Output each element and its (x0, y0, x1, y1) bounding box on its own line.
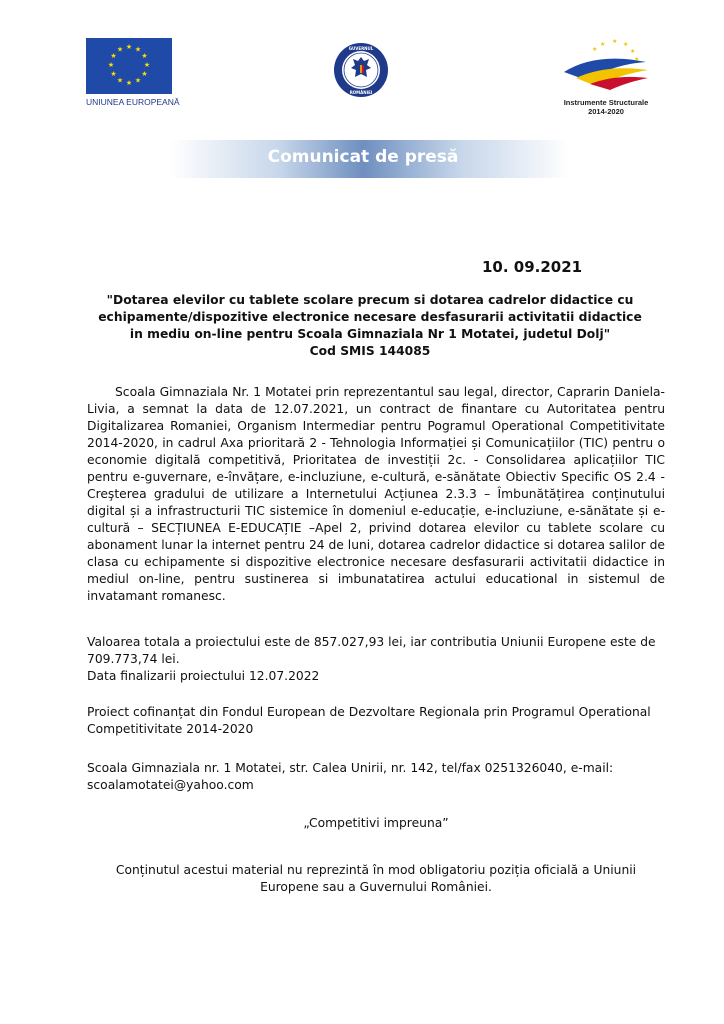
svg-text:★: ★ (623, 41, 629, 48)
structural-instruments-years: 2014-2020 (588, 107, 624, 116)
eu-label: UNIUNEA EUROPEANĂ (86, 97, 180, 107)
svg-text:★: ★ (600, 41, 606, 48)
structural-instruments-logo (556, 34, 656, 116)
svg-text:★: ★ (141, 52, 148, 60)
cofinancing-text: Proiect cofinanțat din Fondul European de Dezvoltare Regionala prin Programul Operational Competitivitate 2014-2020 (87, 705, 651, 736)
project-value-text: Valoarea totala a proiectului este de 857.027,93 lei, iar contributia Uniunii Europene este de 709.773,74 lei. (87, 635, 656, 666)
svg-text:★: ★ (141, 70, 148, 78)
header-logos (0, 30, 724, 120)
svg-text:★: ★ (125, 79, 133, 87)
svg-text:★: ★ (634, 56, 640, 63)
project-value-block (87, 634, 665, 685)
svg-text:★: ★ (134, 76, 142, 85)
completion-date-text: Data finalizarii proiectului 12.07.2022 (87, 669, 320, 683)
svg-text:★: ★ (143, 61, 151, 69)
project-title-line: "Dotarea elevilor cu tablete scolare precum si dotarea cadrelor didactice cu (106, 293, 634, 307)
contact-text: Scoala Gimnaziala nr. 1 Motatei, str. Calea Unirii, nr. 142, tel/fax 0251326040, e-mail: scoalamotatei@yahoo.com (87, 761, 614, 792)
svg-text:ROMÂNIEI: ROMÂNIEI (349, 90, 373, 95)
svg-text:GUVERNUL: GUVERNUL (348, 46, 374, 51)
svg-text:★: ★ (630, 48, 636, 55)
svg-text:★: ★ (110, 70, 117, 78)
eu-flag-icon (86, 38, 172, 94)
svg-text:★: ★ (107, 61, 115, 69)
svg-text:★: ★ (116, 76, 124, 85)
project-title (80, 292, 660, 360)
svg-text:★: ★ (116, 45, 124, 54)
slogan-text: „Competitivi impreuna” (303, 816, 449, 830)
main-paragraph: Scoala Gimnaziala Nr. 1 Motatei prin reprezentantul sau legal, director, Caprarin Daniela-Livia, a semnat la data de 12.07.2021, un contract de finantare cu Autoritatea pentru Digitalizarea Romaniei, Organism Intermediar pentru Pogramul Operational Competitivitate 2014-2020, in cadrul Axa prioritară 2 - Tehnologia Informației și Comunicațiilor (TIC) pentru o economie digitală competitivă, Prioritatea de investiții 2c. - Consolidarea aplicațiilor TIC pentru e-guvernare, e-învățare, e-incluziune, e-cultură, e-sănătate Obiectiv Specific OS 2.4 - Creşterea gradului de utilizare a Internetului Acțiunea 2.3.3 – Îmbunătățirea conținutului digital și a infrastructurii TIC sistemice în domeniul e-educație, e-incluziune, e-sănătate și e-cultură – SECȚIUNEA E-EDUCAȚIE –Apel 2, privind dotarea elevilor cu tablete scolare cu abonament lunar la internet pentru 24 de luni, dotarea cadrelor didactice si dotarea salilor de clasa cu echipamente si dispozitive electronice necesare desfasurarii activitatii didactice in mediul on-line, pentru sustinerea si imbunatatirea actului educational in sistemul de invatamant romanesc. (87, 385, 665, 603)
project-smis-code: Cod SMIS 144085 (309, 344, 431, 358)
disclaimer-text: Conținutul acestui material nu reprezintă în mod obligatoriu poziția oficială a Uniunii Europene sau a Guvernului României. (115, 863, 637, 894)
svg-text:★: ★ (592, 46, 598, 53)
svg-text:★: ★ (612, 38, 618, 45)
structural-instruments-title: Instrumente Structurale (563, 98, 649, 107)
svg-text:★: ★ (125, 43, 133, 51)
structural-instruments-logo-icon (556, 34, 656, 94)
banner-title: Comunicat de presă (267, 147, 459, 167)
release-date: 10. 09.2021 (482, 258, 583, 276)
press-release-banner (18, 140, 708, 178)
project-title-line: in mediu on-line pentru Scoala Gimnaziala Nr 1 Motatei, judetul Dolj" (129, 327, 611, 341)
svg-text:★: ★ (134, 45, 142, 54)
eu-logo (86, 38, 180, 107)
romanian-government-seal-icon (333, 42, 389, 98)
svg-text:★: ★ (110, 52, 117, 60)
project-title-line: echipamente/dispozitive electronice necesare desfasurarii activitatii didactice (98, 310, 642, 324)
